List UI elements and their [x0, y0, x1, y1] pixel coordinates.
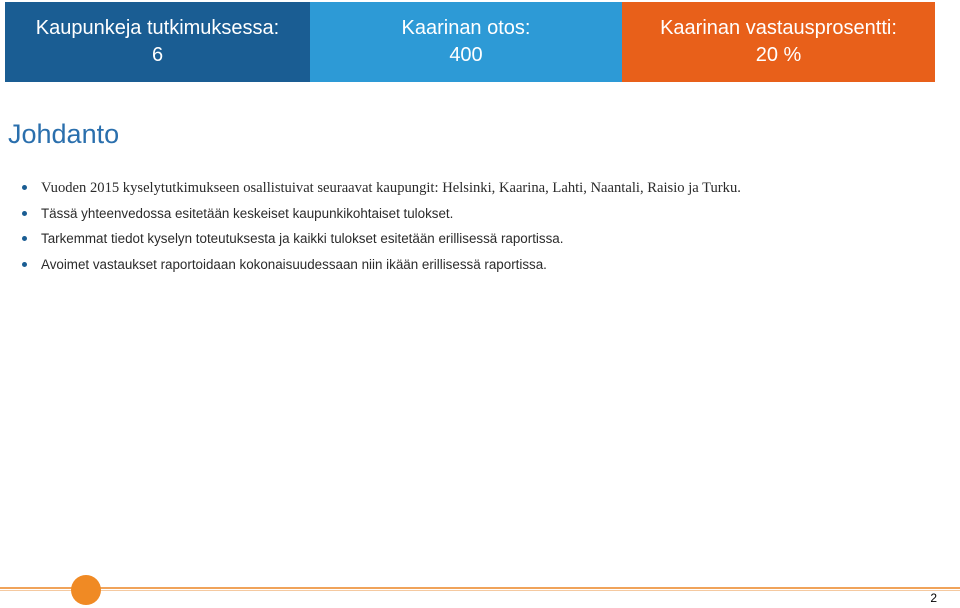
- bullet-icon: [22, 211, 27, 216]
- footer-circle-decoration: [71, 575, 101, 605]
- tile-value: 20 %: [755, 44, 802, 66]
- page-title: Johdanto: [8, 119, 120, 149]
- tile-value: 6: [151, 44, 164, 66]
- tile-value: 400: [449, 44, 483, 66]
- tile-label: Kaupunkeja tutkimuksessa:: [35, 17, 280, 39]
- list-item: [22, 229, 741, 255]
- header-tile-sample: [310, 2, 622, 82]
- list-item: [22, 204, 741, 230]
- tile-label: Kaarinan vastausprosentti:: [660, 17, 897, 39]
- page-number: 2: [930, 591, 937, 605]
- list-item: [22, 255, 741, 281]
- footer-divider-shadow: [0, 590, 960, 591]
- bullet-text: Tarkemmat tiedot kyselyn toteutuksesta ja kaikki tulokset esitetään erillisessä raportissa.: [41, 231, 564, 246]
- bullet-list: [22, 178, 741, 280]
- tile-label: Kaarinan otos:: [401, 17, 531, 39]
- bullet-icon: [22, 262, 27, 267]
- header-tile-response-rate: [622, 2, 935, 82]
- header-tile-cities: [5, 2, 310, 82]
- bullet-icon: [22, 236, 27, 241]
- bullet-text: Vuoden 2015 kyselytutkimukseen osallistuivat seuraavat kaupungit: Helsinki, Kaarina, Lahti, Naantali, Raisio ja Turku.: [41, 180, 741, 196]
- footer-divider: [0, 587, 960, 589]
- bullet-text: Avoimet vastaukset raportoidaan kokonaisuudessaan niin ikään erillisessä raportissa.: [41, 256, 547, 272]
- list-item: [22, 178, 741, 204]
- bullet-icon: [22, 185, 27, 190]
- bullet-text: Tässä yhteenvedossa esitetään keskeiset kaupunkikohtaiset tulokset.: [41, 205, 454, 221]
